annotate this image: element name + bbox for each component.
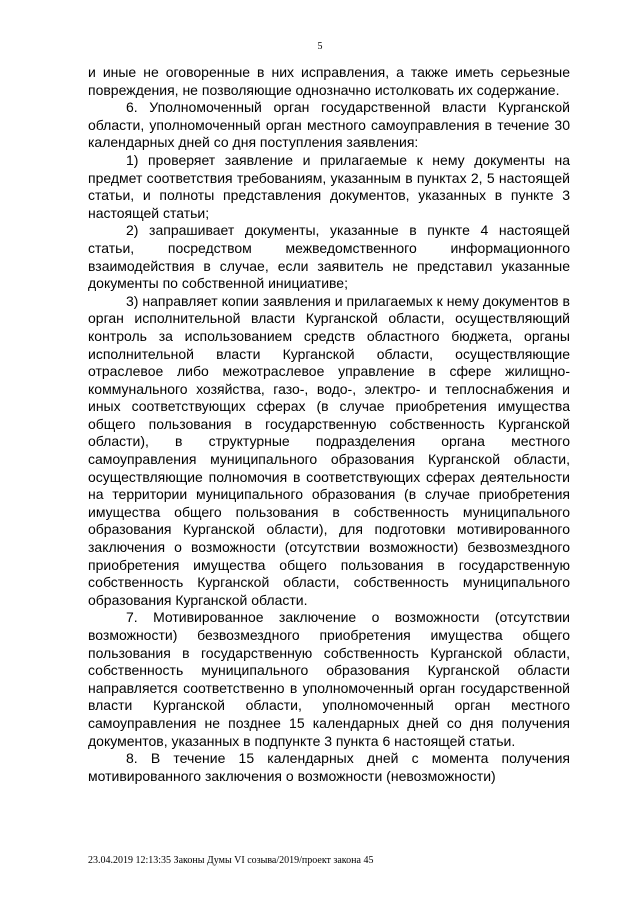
document-body (88, 64, 570, 785)
paragraph-item-8: 8. В течение 15 календарных дней с момента получения мотивированного заключения о возможности (невозможности) (88, 750, 570, 784)
paragraph-subitem-2: 2) запрашивает документы, указанные в пункте 4 настоящей статьи, посредством межведомственного информационного взаимодействия в случае, если заявитель не представил указанные документы по собственной инициативе; (88, 222, 570, 292)
paragraph-subitem-1: 1) проверяет заявление и прилагаемые к нему документы на предмет соответствия требованиям, указанным в пунктах 2, 5 настоящей статьи, и полноты представления документов, указанных в пункте 3 настоящей статьи; (88, 151, 570, 221)
page-number: 5 (317, 41, 323, 52)
paragraph-continuation: и иные не оговоренные в них исправления, а также иметь серьезные повреждения, не позволяющие однозначно истолковать их содержание. (88, 64, 570, 98)
document-footer: 23.04.2019 12:13:35 Законы Думы VI созыва/2019/проект закона 45 (88, 855, 374, 866)
paragraph-subitem-3: 3) направляет копии заявления и прилагаемых к нему документов в орган исполнительной власти Курганской области, осуществляющий контроль за использованием средств областного бюджета, органы исполнительной власти Курганской области, осуществляющие отраслевое либо межотраслевое управление в сфере жилищно-коммунального хозяйства, газо-, водо-, электро- и теплоснабжения и иных соответствующих сферах (в случае приобретения имущества общего пользования в государственную собственность Курганской области), в структурные подразделения органа местного самоуправления муниципального образования Курганской области, осуществляющие полномочия в соответствующих сферах деятельности на территории муниципального образования (в случае приобретения имущества общего пользования в собственность муниципального образования Курганской области), для подготовки мотивированного заключения о возможности (отсутствии возможности) безвозмездного приобретения имущества общего пользования в государственную собственность Курганской области, собственность муниципального образования Курганской области. (88, 292, 570, 608)
paragraph-item-6: 6. Уполномоченный орган государственной власти Курганской области, уполномоченный орган местного самоуправления в течение 30 календарных дней со дня поступления заявления: (88, 99, 570, 151)
paragraph-item-7: 7. Мотивированное заключение о возможности (отсутствии возможности) безвозмездного приобретения имущества общего пользования в государственную собственность Курганской области, собственность муниципального образования Курганской области направляется соответственно в уполномоченный орган государственной власти Курганской области, уполномоченный орган местного самоуправления не позднее 15 календарных дней со дня получения документов, указанных в подпункте 3 пункта 6 настоящей статьи. (88, 609, 570, 749)
